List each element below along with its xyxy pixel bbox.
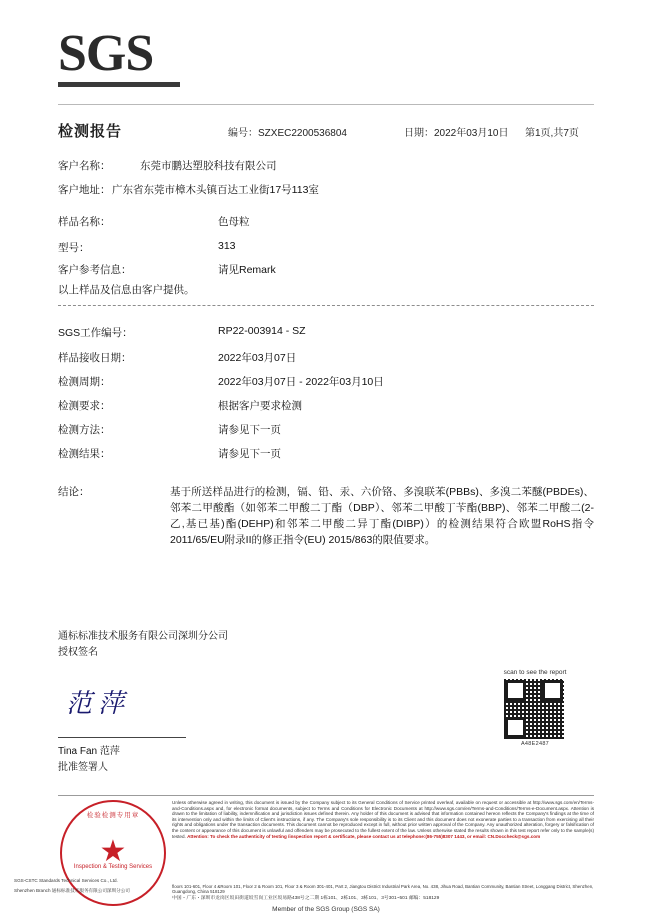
test-result-label: 检测结果： (58, 448, 111, 460)
sample-model-value: 313 (218, 240, 236, 252)
customer-reference-label: 客户参考信息： (58, 264, 132, 276)
footer-address-en: floors 101-601, Floor 4 &Room 101, Floor 2 & Room 101, Floor 3 & Room 301-401, Part 2, Jiangtou District Industrial Park Area, No. 438, Jihua Road, Bantian Community, Bantian Street, Longgang District, Shenzhen, Guangdong, China 518129 (172, 884, 594, 895)
qr-caption: scan to see the report (503, 669, 567, 676)
report-date-value: 2022年03月10日 (434, 128, 509, 139)
authorized-signature-label: 授权签名 (58, 647, 98, 658)
test-method-label: 检测方法： (58, 424, 111, 436)
signatory-role: 批准签署人 (58, 762, 108, 773)
test-period-label: 检测周期： (58, 376, 111, 388)
sgs-logo-text: SGS (58, 25, 154, 82)
footer-address-cn: 中国・广东・深圳市龙岗区坂田街道坂雪岗工业区坂易路438号之二期 1栋101、2栋101、3栋101、3号301~501 邮编：518129 (172, 896, 440, 901)
customer-address-value: 广东省东莞市樟木头镇百达工业街17号113室 (112, 184, 319, 196)
stamp-arc-text: 检验检测专用章 (86, 812, 140, 819)
test-period-value: 2022年03月07日 - 2022年03月10日 (218, 376, 384, 388)
test-requirement-value: 根据客户要求检测 (218, 400, 302, 412)
sample-source-note: 以上样品及信息由客户提供。 (58, 284, 195, 296)
customer-address-label: 客户地址： (58, 184, 111, 196)
test-method-value: 请参见下一页 (218, 424, 281, 436)
report-number-label: 编号： (228, 128, 258, 139)
report-number-value: SZXEC2200536804 (258, 128, 347, 139)
page-indicator: 第1页,共7页 (525, 128, 579, 139)
qr-code-text: A48E2487 (520, 741, 550, 747)
issuing-company: 通标标准技术服务有限公司深圳分公司 (58, 631, 228, 642)
report-number (228, 124, 347, 139)
conclusion-label: 结论： (58, 486, 90, 498)
signatory-name: Tina Fan 范萍 (58, 746, 120, 757)
job-number-value: RP22-003914 - SZ (218, 325, 306, 337)
conclusion-text: 基于所送样品进行的检测，镉、铅、汞、六价铬、多溴联苯(PBBs)、多溴二苯醚(PBDEs)、邻苯二甲酸酯（如邻苯二甲酸二丁酯（DBP）、邻苯二甲酸丁苄酯(BBP)、邻苯二甲酸二(2-乙,基已基)酯(DEHP)和邻苯二甲酸二异丁酯(DIBP)）的检测结果符合欧盟RoHS指令2011/65/EU附录II的修正指令(EU) 2015/863的限值要求。 (170, 486, 594, 546)
sample-name-label: 样品名称： (58, 216, 111, 228)
qr-code-icon[interactable] (503, 678, 565, 740)
test-requirement-label: 检测要求： (58, 400, 111, 412)
qr-block (503, 669, 567, 747)
stamp-side-text-2: Shenzhen Branch 通标标准技术服务有限公司深圳分公司 (14, 888, 130, 893)
report-date-label: 日期： (404, 128, 434, 139)
stamp-mid-text: Inspection & Testing Services (73, 864, 153, 870)
header-divider (58, 104, 594, 105)
footer-member-line: Member of the SGS Group (SGS SA) (272, 906, 380, 913)
sgs-logo (58, 25, 180, 87)
handwritten-signature: 范萍 (66, 689, 131, 718)
sgs-logo-underline (58, 82, 180, 87)
page-title: 检测报告 (58, 123, 123, 140)
section-divider-dashed (58, 305, 594, 306)
customer-name-value: 东莞市鹏达塑胶科技有限公司 (140, 160, 277, 172)
footer-terms-text: Unless otherwise agreed in writing, this document is issued by the Company subject to its General Conditions of Service printed overleaf, available on request or accessible at http://www.sgs.com/en/Terms-and-Conditions.aspx and, for electronic format documents, subject to Terms and Conditions for Electronic Documents at http://www.sgs.com/en/Terms-and-Conditions/Terms-e-Document.aspx. Attention is drawn to the limitation of liability, indemnification and jurisdiction issues defined therein. Any holder of this document is advised that information contained hereon reflects the Company's findings at the time of its intervention only and within the limits of Client's instructions, if any. The Company's sole responsibility is to its Client and this document does not exonerate parties to a transaction from exercising all their rights and obligations under the transaction documents. This document cannot be reproduced except in full, without prior written approval of the Company. Any unauthorized alteration, forgery or falsification of the content or appearance of this document is unlawful and offenders may be prosecuted to the fullest extent of the law. Unless otherwise stated the results shown in this test report refer only to the sample(s) tested. (172, 800, 594, 839)
customer-name-label: 客户名称： (58, 160, 111, 172)
received-date-label: 样品接收日期： (58, 352, 132, 364)
signature-line (58, 737, 186, 738)
stamp-side-text: SGS-CSTC Standards Technical Services Co., Ltd. (14, 878, 118, 883)
footer-divider (58, 795, 594, 796)
report-date (404, 124, 509, 139)
sample-model-label: 型号： (58, 242, 90, 254)
test-result-value: 请参见下一页 (218, 448, 281, 460)
footer-terms (172, 800, 594, 839)
sample-name-value: 色母粒 (218, 216, 250, 228)
received-date-value: 2022年03月07日 (218, 352, 297, 364)
customer-reference-value: 请见Remark (218, 264, 276, 276)
star-icon: ★ (99, 834, 127, 868)
job-number-label: SGS工作编号： (58, 327, 133, 339)
footer-attention-text: Attention: To check the authenticity of testing /inspection report & certificate, please contact us at telephone:(86-755)8307 1443, or email: CN.Doccheck@sgs.com (187, 833, 541, 839)
